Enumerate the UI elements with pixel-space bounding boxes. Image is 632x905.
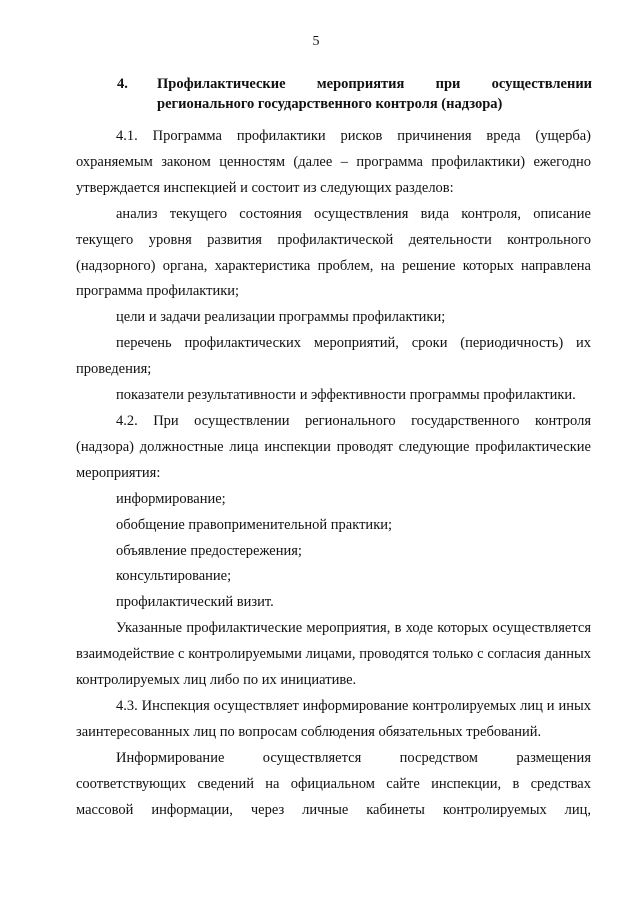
list-item: цели и задачи реализации программы профилактики; bbox=[116, 309, 446, 326]
section-title-word: при bbox=[435, 76, 461, 92]
section-title-line-1 bbox=[157, 74, 592, 94]
body-text bbox=[76, 124, 591, 823]
paragraph-interaction-note: Указанные профилактические мероприятия, в ходе которых осуществляется взаимодействие с контролируемыми лицами, проводятся только с согласия данных контролируемых лиц либо по их инициативе. bbox=[76, 620, 591, 689]
list-item: информирование; bbox=[116, 490, 226, 507]
section-title-line-2: регионального государственного контроля (надзора) bbox=[157, 96, 503, 112]
list-item: объявление предостережения; bbox=[116, 542, 302, 559]
list-item: профилактический визит. bbox=[116, 594, 274, 611]
section-title-word: мероприятия bbox=[316, 76, 405, 92]
list-item: перечень профилактических мероприятий, сроки (периодичность) их проведения; bbox=[76, 335, 591, 378]
section-title-word: Профилактические bbox=[157, 76, 286, 92]
list-item: анализ текущего состояния осуществления вида контроля, описание текущего уровня развития профилактической деятельности контрольного (надзорного) органа, характеристика проблем, на решение которых направлена программа профилактики; bbox=[76, 205, 591, 300]
paragraph-4-2: 4.2. При осуществлении регионального государственного контроля (надзора) должностные лица инспекции проводят следующие профилактические мероприятия: bbox=[76, 412, 591, 481]
paragraph-4-3: 4.3. Инспекция осуществляет информирование контролируемых лиц и иных заинтересованных лиц по вопросам соблюдения обязательных требований. bbox=[76, 697, 591, 740]
list-item: консультирование; bbox=[116, 568, 232, 585]
list-item: показатели результативности и эффективности программы профилактики. bbox=[116, 387, 576, 404]
paragraph-informing: Информирование осуществляется посредством размещения соответствующих сведений на официальном сайте инспекции, в средствах массовой информации, через личные кабинеты контролируемых лиц, bbox=[76, 749, 591, 818]
section-title-word: осуществлении bbox=[491, 76, 593, 92]
page-number: 5 bbox=[312, 34, 320, 49]
list-item: обобщение правоприменительной практики; bbox=[116, 516, 393, 533]
paragraph-4-1: 4.1. Программа профилактики рисков причинения вреда (ущерба) охраняемым законом ценностям (далее – программа профилактики) ежегодно утверждается инспекцией и состоит из следующих разделов: bbox=[76, 128, 591, 196]
section-number: 4. bbox=[117, 76, 128, 92]
